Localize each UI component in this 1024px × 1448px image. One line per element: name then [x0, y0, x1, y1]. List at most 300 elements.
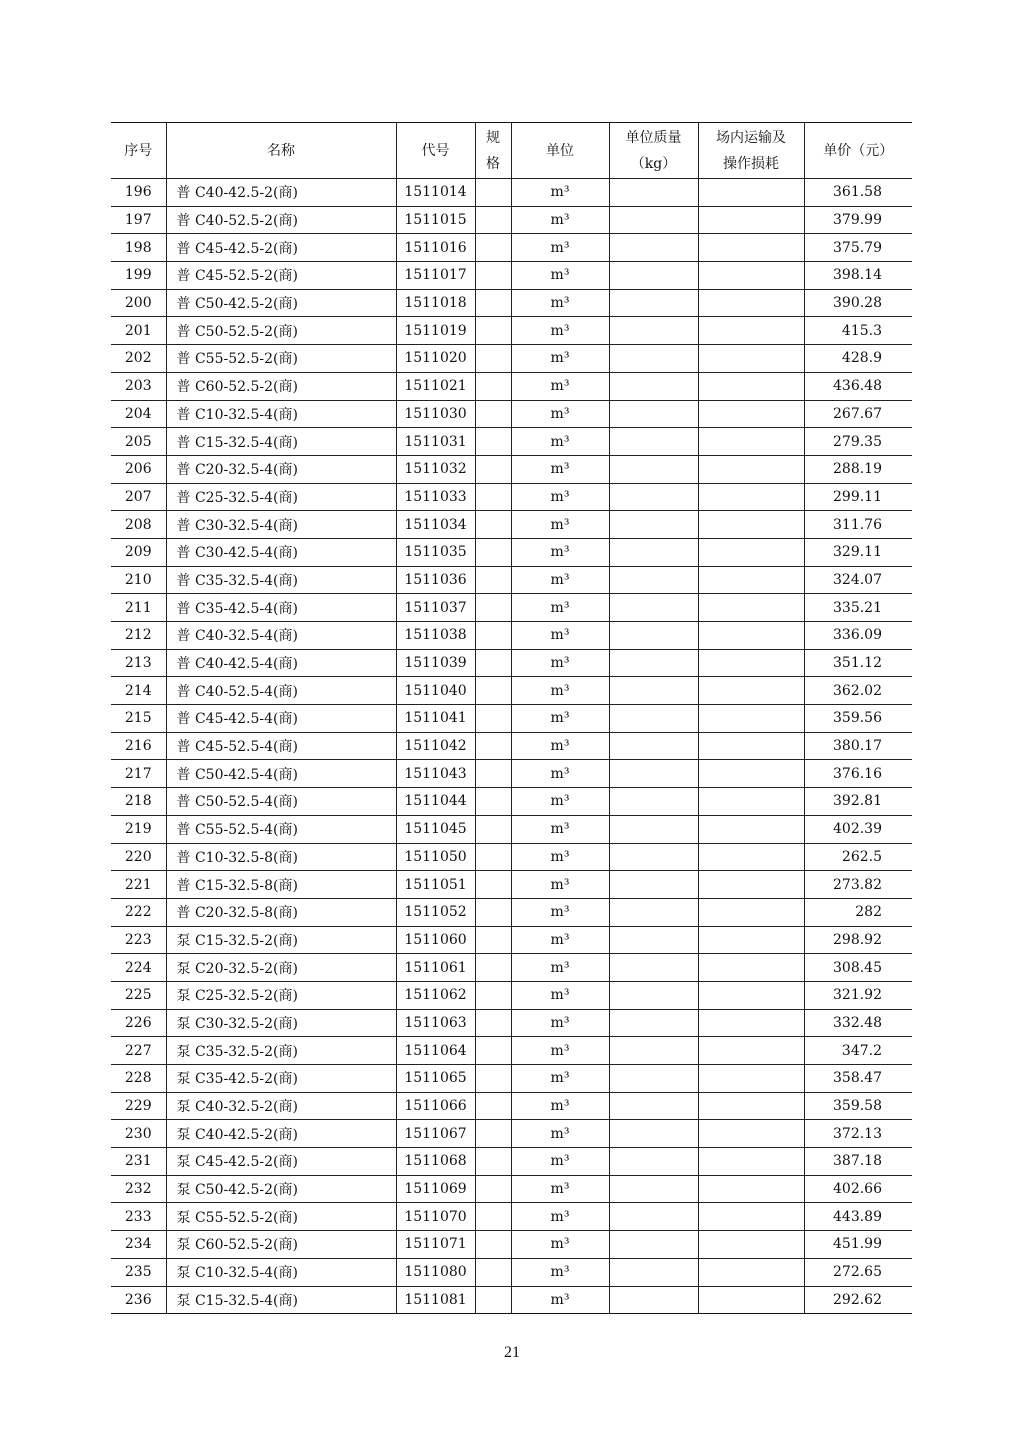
cell-name: 普 C45-42.5-2(商) — [166, 234, 396, 262]
cell-spec — [475, 622, 511, 650]
cell-unit: m³ — [511, 926, 609, 954]
cell-price: 428.9 — [804, 345, 912, 373]
cell-spec — [475, 594, 511, 622]
cell-unit: m³ — [511, 1037, 609, 1065]
cell-name: 泵 C60-52.5-2(商) — [166, 1231, 396, 1259]
cell-unit-mass — [609, 871, 698, 899]
cell-transport-loss — [698, 1092, 804, 1120]
cell-seq: 230 — [111, 1120, 166, 1148]
header-seq: 序号 — [111, 123, 166, 179]
cell-spec — [475, 871, 511, 899]
cell-unit-mass — [609, 760, 698, 788]
table-row — [111, 1286, 912, 1314]
cell-transport-loss — [698, 511, 804, 539]
cell-seq: 223 — [111, 926, 166, 954]
cell-name: 普 C20-32.5-4(商) — [166, 455, 396, 483]
cell-name: 普 C40-52.5-4(商) — [166, 677, 396, 705]
cell-price: 379.99 — [804, 206, 912, 234]
cell-seq: 214 — [111, 677, 166, 705]
cell-name: 泵 C10-32.5-4(商) — [166, 1258, 396, 1286]
cell-unit: m³ — [511, 649, 609, 677]
cell-price: 361.58 — [804, 179, 912, 207]
cell-seq: 197 — [111, 206, 166, 234]
cell-name: 普 C40-32.5-4(商) — [166, 622, 396, 650]
cell-price: 402.39 — [804, 815, 912, 843]
cell-unit-mass — [609, 594, 698, 622]
cell-seq: 219 — [111, 815, 166, 843]
cell-unit-mass — [609, 400, 698, 428]
table-row — [111, 428, 912, 456]
cell-price: 335.21 — [804, 594, 912, 622]
cell-unit-mass — [609, 926, 698, 954]
cell-code: 1511014 — [396, 179, 475, 207]
cell-transport-loss — [698, 594, 804, 622]
cell-transport-loss — [698, 206, 804, 234]
cell-unit-mass — [609, 1258, 698, 1286]
table-row — [111, 815, 912, 843]
cell-unit: m³ — [511, 1286, 609, 1314]
cell-transport-loss — [698, 234, 804, 262]
cell-spec — [475, 234, 511, 262]
cell-spec — [475, 760, 511, 788]
cell-transport-loss — [698, 1065, 804, 1093]
cell-code: 1511017 — [396, 262, 475, 290]
table-row — [111, 926, 912, 954]
table-row — [111, 732, 912, 760]
table-row — [111, 372, 912, 400]
cell-code: 1511034 — [396, 511, 475, 539]
header-price: 单价（元） — [804, 123, 912, 179]
cell-unit: m³ — [511, 372, 609, 400]
cell-unit-mass — [609, 566, 698, 594]
cell-transport-loss — [698, 566, 804, 594]
table-row — [111, 455, 912, 483]
cell-code: 1511035 — [396, 538, 475, 566]
cell-name: 普 C50-42.5-2(商) — [166, 289, 396, 317]
cell-name: 普 C30-32.5-4(商) — [166, 511, 396, 539]
cell-name: 普 C35-32.5-4(商) — [166, 566, 396, 594]
cell-price: 273.82 — [804, 871, 912, 899]
table-row — [111, 1009, 912, 1037]
cell-unit-mass — [609, 428, 698, 456]
cell-seq: 215 — [111, 705, 166, 733]
cell-spec — [475, 1175, 511, 1203]
cell-seq: 222 — [111, 898, 166, 926]
cell-price: 451.99 — [804, 1231, 912, 1259]
cell-seq: 231 — [111, 1148, 166, 1176]
cell-price: 279.35 — [804, 428, 912, 456]
cell-spec — [475, 1286, 511, 1314]
cell-code: 1511020 — [396, 345, 475, 373]
cell-unit-mass — [609, 483, 698, 511]
cell-unit: m³ — [511, 428, 609, 456]
page-number: 21 — [504, 1344, 520, 1361]
cell-unit-mass — [609, 206, 698, 234]
cell-price: 376.16 — [804, 760, 912, 788]
cell-unit: m³ — [511, 289, 609, 317]
cell-transport-loss — [698, 1148, 804, 1176]
cell-code: 1511051 — [396, 871, 475, 899]
cell-name: 普 C50-52.5-2(商) — [166, 317, 396, 345]
cell-name: 泵 C50-42.5-2(商) — [166, 1175, 396, 1203]
cell-seq: 205 — [111, 428, 166, 456]
cell-code: 1511019 — [396, 317, 475, 345]
cell-seq: 233 — [111, 1203, 166, 1231]
cell-spec — [475, 981, 511, 1009]
cell-seq: 212 — [111, 622, 166, 650]
cell-price: 332.48 — [804, 1009, 912, 1037]
table-row — [111, 206, 912, 234]
cell-name: 泵 C15-32.5-2(商) — [166, 926, 396, 954]
cell-name: 普 C50-42.5-4(商) — [166, 760, 396, 788]
cell-name: 普 C25-32.5-4(商) — [166, 483, 396, 511]
cell-price: 298.92 — [804, 926, 912, 954]
table-row — [111, 1258, 912, 1286]
cell-transport-loss — [698, 372, 804, 400]
cell-code: 1511038 — [396, 622, 475, 650]
cell-price: 351.12 — [804, 649, 912, 677]
cell-unit: m³ — [511, 843, 609, 871]
cell-spec — [475, 1258, 511, 1286]
cell-unit-mass — [609, 898, 698, 926]
table-row — [111, 705, 912, 733]
cell-unit-mass — [609, 649, 698, 677]
cell-unit: m³ — [511, 234, 609, 262]
cell-price: 272.65 — [804, 1258, 912, 1286]
cell-transport-loss — [698, 1203, 804, 1231]
cell-spec — [475, 898, 511, 926]
cell-spec — [475, 649, 511, 677]
cell-unit: m³ — [511, 898, 609, 926]
cell-price: 402.66 — [804, 1175, 912, 1203]
cell-code: 1511042 — [396, 732, 475, 760]
table-row — [111, 179, 912, 207]
cell-code: 1511067 — [396, 1120, 475, 1148]
cell-code: 1511064 — [396, 1037, 475, 1065]
cell-unit: m³ — [511, 1231, 609, 1259]
table-body — [111, 179, 912, 1314]
cell-spec — [475, 428, 511, 456]
cell-code: 1511016 — [396, 234, 475, 262]
cell-unit-mass — [609, 234, 698, 262]
cell-unit-mass — [609, 1148, 698, 1176]
cell-transport-loss — [698, 1258, 804, 1286]
cell-price: 362.02 — [804, 677, 912, 705]
cell-unit: m³ — [511, 317, 609, 345]
cell-unit-mass — [609, 1286, 698, 1314]
cell-name: 普 C55-52.5-4(商) — [166, 815, 396, 843]
cell-price: 311.76 — [804, 511, 912, 539]
cell-seq: 206 — [111, 455, 166, 483]
cell-spec — [475, 262, 511, 290]
table-row — [111, 1065, 912, 1093]
cell-code: 1511021 — [396, 372, 475, 400]
cell-spec — [475, 1065, 511, 1093]
cell-transport-loss — [698, 428, 804, 456]
cell-price: 288.19 — [804, 455, 912, 483]
cell-seq: 224 — [111, 954, 166, 982]
cell-unit-mass — [609, 732, 698, 760]
header-transport-loss: 场内运输及操作损耗 — [698, 123, 804, 179]
cell-seq: 204 — [111, 400, 166, 428]
cell-unit-mass — [609, 677, 698, 705]
table-row — [111, 538, 912, 566]
table-row — [111, 262, 912, 290]
cell-unit-mass — [609, 1203, 698, 1231]
table-row — [111, 1175, 912, 1203]
cell-spec — [475, 345, 511, 373]
cell-unit-mass — [609, 1065, 698, 1093]
cell-unit-mass — [609, 179, 698, 207]
cell-transport-loss — [698, 483, 804, 511]
cell-price: 415.3 — [804, 317, 912, 345]
cell-seq: 228 — [111, 1065, 166, 1093]
cell-seq: 203 — [111, 372, 166, 400]
cell-seq: 201 — [111, 317, 166, 345]
cell-code: 1511063 — [396, 1009, 475, 1037]
cell-name: 普 C10-32.5-4(商) — [166, 400, 396, 428]
table-row — [111, 898, 912, 926]
cell-unit: m³ — [511, 1148, 609, 1176]
cell-code: 1511066 — [396, 1092, 475, 1120]
cell-code: 1511069 — [396, 1175, 475, 1203]
cell-spec — [475, 1203, 511, 1231]
cell-spec — [475, 289, 511, 317]
cell-code: 1511062 — [396, 981, 475, 1009]
cell-code: 1511052 — [396, 898, 475, 926]
cell-unit-mass — [609, 843, 698, 871]
cell-unit: m³ — [511, 981, 609, 1009]
cell-price: 380.17 — [804, 732, 912, 760]
cell-unit: m³ — [511, 179, 609, 207]
cell-name: 泵 C45-42.5-2(商) — [166, 1148, 396, 1176]
cell-code: 1511081 — [396, 1286, 475, 1314]
cell-spec — [475, 1037, 511, 1065]
cell-seq: 232 — [111, 1175, 166, 1203]
cell-unit-mass — [609, 455, 698, 483]
cell-name: 泵 C30-32.5-2(商) — [166, 1009, 396, 1037]
cell-spec — [475, 179, 511, 207]
cell-spec — [475, 566, 511, 594]
cell-seq: 210 — [111, 566, 166, 594]
cell-unit-mass — [609, 372, 698, 400]
cell-unit: m³ — [511, 483, 609, 511]
cell-spec — [475, 677, 511, 705]
cell-seq: 226 — [111, 1009, 166, 1037]
cell-price: 267.67 — [804, 400, 912, 428]
cell-price: 443.89 — [804, 1203, 912, 1231]
cell-unit: m³ — [511, 760, 609, 788]
price-table-container — [111, 122, 912, 1314]
cell-price: 436.48 — [804, 372, 912, 400]
table-row — [111, 622, 912, 650]
table-row — [111, 1092, 912, 1120]
cell-code: 1511033 — [396, 483, 475, 511]
cell-price: 359.56 — [804, 705, 912, 733]
price-table — [111, 122, 912, 1314]
cell-price: 359.58 — [804, 1092, 912, 1120]
cell-unit: m³ — [511, 1092, 609, 1120]
cell-unit-mass — [609, 1092, 698, 1120]
cell-unit-mass — [609, 622, 698, 650]
cell-unit: m³ — [511, 622, 609, 650]
table-row — [111, 649, 912, 677]
cell-unit: m³ — [511, 871, 609, 899]
cell-code: 1511071 — [396, 1231, 475, 1259]
cell-seq: 209 — [111, 538, 166, 566]
table-row — [111, 511, 912, 539]
cell-spec — [475, 206, 511, 234]
cell-name: 普 C50-52.5-4(商) — [166, 788, 396, 816]
cell-name: 普 C45-42.5-4(商) — [166, 705, 396, 733]
cell-transport-loss — [698, 1175, 804, 1203]
cell-unit-mass — [609, 981, 698, 1009]
cell-unit-mass — [609, 511, 698, 539]
cell-name: 泵 C20-32.5-2(商) — [166, 954, 396, 982]
cell-code: 1511037 — [396, 594, 475, 622]
cell-seq: 217 — [111, 760, 166, 788]
cell-seq: 234 — [111, 1231, 166, 1259]
cell-transport-loss — [698, 677, 804, 705]
cell-seq: 220 — [111, 843, 166, 871]
cell-transport-loss — [698, 622, 804, 650]
cell-seq: 196 — [111, 179, 166, 207]
cell-name: 普 C45-52.5-2(商) — [166, 262, 396, 290]
cell-name: 泵 C55-52.5-2(商) — [166, 1203, 396, 1231]
cell-transport-loss — [698, 843, 804, 871]
cell-name: 普 C30-42.5-4(商) — [166, 538, 396, 566]
cell-code: 1511043 — [396, 760, 475, 788]
cell-spec — [475, 843, 511, 871]
cell-spec — [475, 317, 511, 345]
cell-name: 泵 C40-32.5-2(商) — [166, 1092, 396, 1120]
cell-seq: 208 — [111, 511, 166, 539]
cell-transport-loss — [698, 981, 804, 1009]
table-row — [111, 1148, 912, 1176]
header-spec: 规格 — [475, 123, 511, 179]
cell-transport-loss — [698, 898, 804, 926]
cell-unit-mass — [609, 705, 698, 733]
cell-unit-mass — [609, 345, 698, 373]
cell-code: 1511044 — [396, 788, 475, 816]
cell-unit: m³ — [511, 1120, 609, 1148]
cell-name: 泵 C35-32.5-2(商) — [166, 1037, 396, 1065]
cell-transport-loss — [698, 871, 804, 899]
cell-price: 398.14 — [804, 262, 912, 290]
cell-price: 308.45 — [804, 954, 912, 982]
cell-code: 1511040 — [396, 677, 475, 705]
cell-spec — [475, 400, 511, 428]
cell-price: 321.92 — [804, 981, 912, 1009]
cell-seq: 199 — [111, 262, 166, 290]
cell-price: 347.2 — [804, 1037, 912, 1065]
cell-unit: m³ — [511, 815, 609, 843]
cell-transport-loss — [698, 1037, 804, 1065]
cell-unit: m³ — [511, 206, 609, 234]
cell-transport-loss — [698, 815, 804, 843]
cell-unit: m³ — [511, 400, 609, 428]
cell-spec — [475, 705, 511, 733]
cell-seq: 236 — [111, 1286, 166, 1314]
cell-name: 普 C15-32.5-4(商) — [166, 428, 396, 456]
cell-unit: m³ — [511, 1009, 609, 1037]
cell-name: 普 C15-32.5-8(商) — [166, 871, 396, 899]
table-row — [111, 981, 912, 1009]
cell-code: 1511061 — [396, 954, 475, 982]
cell-name: 普 C35-42.5-4(商) — [166, 594, 396, 622]
cell-code: 1511018 — [396, 289, 475, 317]
cell-transport-loss — [698, 262, 804, 290]
cell-name: 普 C20-32.5-8(商) — [166, 898, 396, 926]
cell-transport-loss — [698, 538, 804, 566]
cell-code: 1511045 — [396, 815, 475, 843]
cell-code: 1511039 — [396, 649, 475, 677]
cell-name: 泵 C35-42.5-2(商) — [166, 1065, 396, 1093]
table-row — [111, 594, 912, 622]
cell-code: 1511015 — [396, 206, 475, 234]
cell-name: 泵 C40-42.5-2(商) — [166, 1120, 396, 1148]
table-row — [111, 760, 912, 788]
table-row — [111, 871, 912, 899]
cell-spec — [475, 455, 511, 483]
cell-unit: m³ — [511, 345, 609, 373]
cell-price: 329.11 — [804, 538, 912, 566]
cell-price: 299.11 — [804, 483, 912, 511]
cell-unit-mass — [609, 538, 698, 566]
cell-unit-mass — [609, 262, 698, 290]
cell-spec — [475, 926, 511, 954]
cell-unit: m³ — [511, 954, 609, 982]
cell-unit-mass — [609, 317, 698, 345]
cell-unit-mass — [609, 1009, 698, 1037]
cell-transport-loss — [698, 705, 804, 733]
cell-spec — [475, 954, 511, 982]
cell-price: 282 — [804, 898, 912, 926]
table-row — [111, 1231, 912, 1259]
cell-unit-mass — [609, 1037, 698, 1065]
cell-price: 358.47 — [804, 1065, 912, 1093]
cell-name: 普 C60-52.5-2(商) — [166, 372, 396, 400]
cell-seq: 207 — [111, 483, 166, 511]
cell-code: 1511041 — [396, 705, 475, 733]
cell-unit: m³ — [511, 566, 609, 594]
cell-transport-loss — [698, 289, 804, 317]
cell-seq: 227 — [111, 1037, 166, 1065]
cell-name: 泵 C25-32.5-2(商) — [166, 981, 396, 1009]
cell-transport-loss — [698, 649, 804, 677]
cell-price: 372.13 — [804, 1120, 912, 1148]
cell-price: 336.09 — [804, 622, 912, 650]
cell-name: 普 C40-42.5-4(商) — [166, 649, 396, 677]
cell-seq: 216 — [111, 732, 166, 760]
cell-unit-mass — [609, 1120, 698, 1148]
cell-unit: m³ — [511, 511, 609, 539]
cell-transport-loss — [698, 1009, 804, 1037]
cell-seq: 221 — [111, 871, 166, 899]
table-row — [111, 677, 912, 705]
cell-spec — [475, 1148, 511, 1176]
cell-spec — [475, 538, 511, 566]
cell-code: 1511065 — [396, 1065, 475, 1093]
cell-unit: m³ — [511, 1175, 609, 1203]
cell-spec — [475, 511, 511, 539]
cell-unit: m³ — [511, 788, 609, 816]
cell-seq: 213 — [111, 649, 166, 677]
cell-unit-mass — [609, 815, 698, 843]
cell-seq: 200 — [111, 289, 166, 317]
table-header-row — [111, 123, 912, 179]
cell-name: 普 C40-42.5-2(商) — [166, 179, 396, 207]
